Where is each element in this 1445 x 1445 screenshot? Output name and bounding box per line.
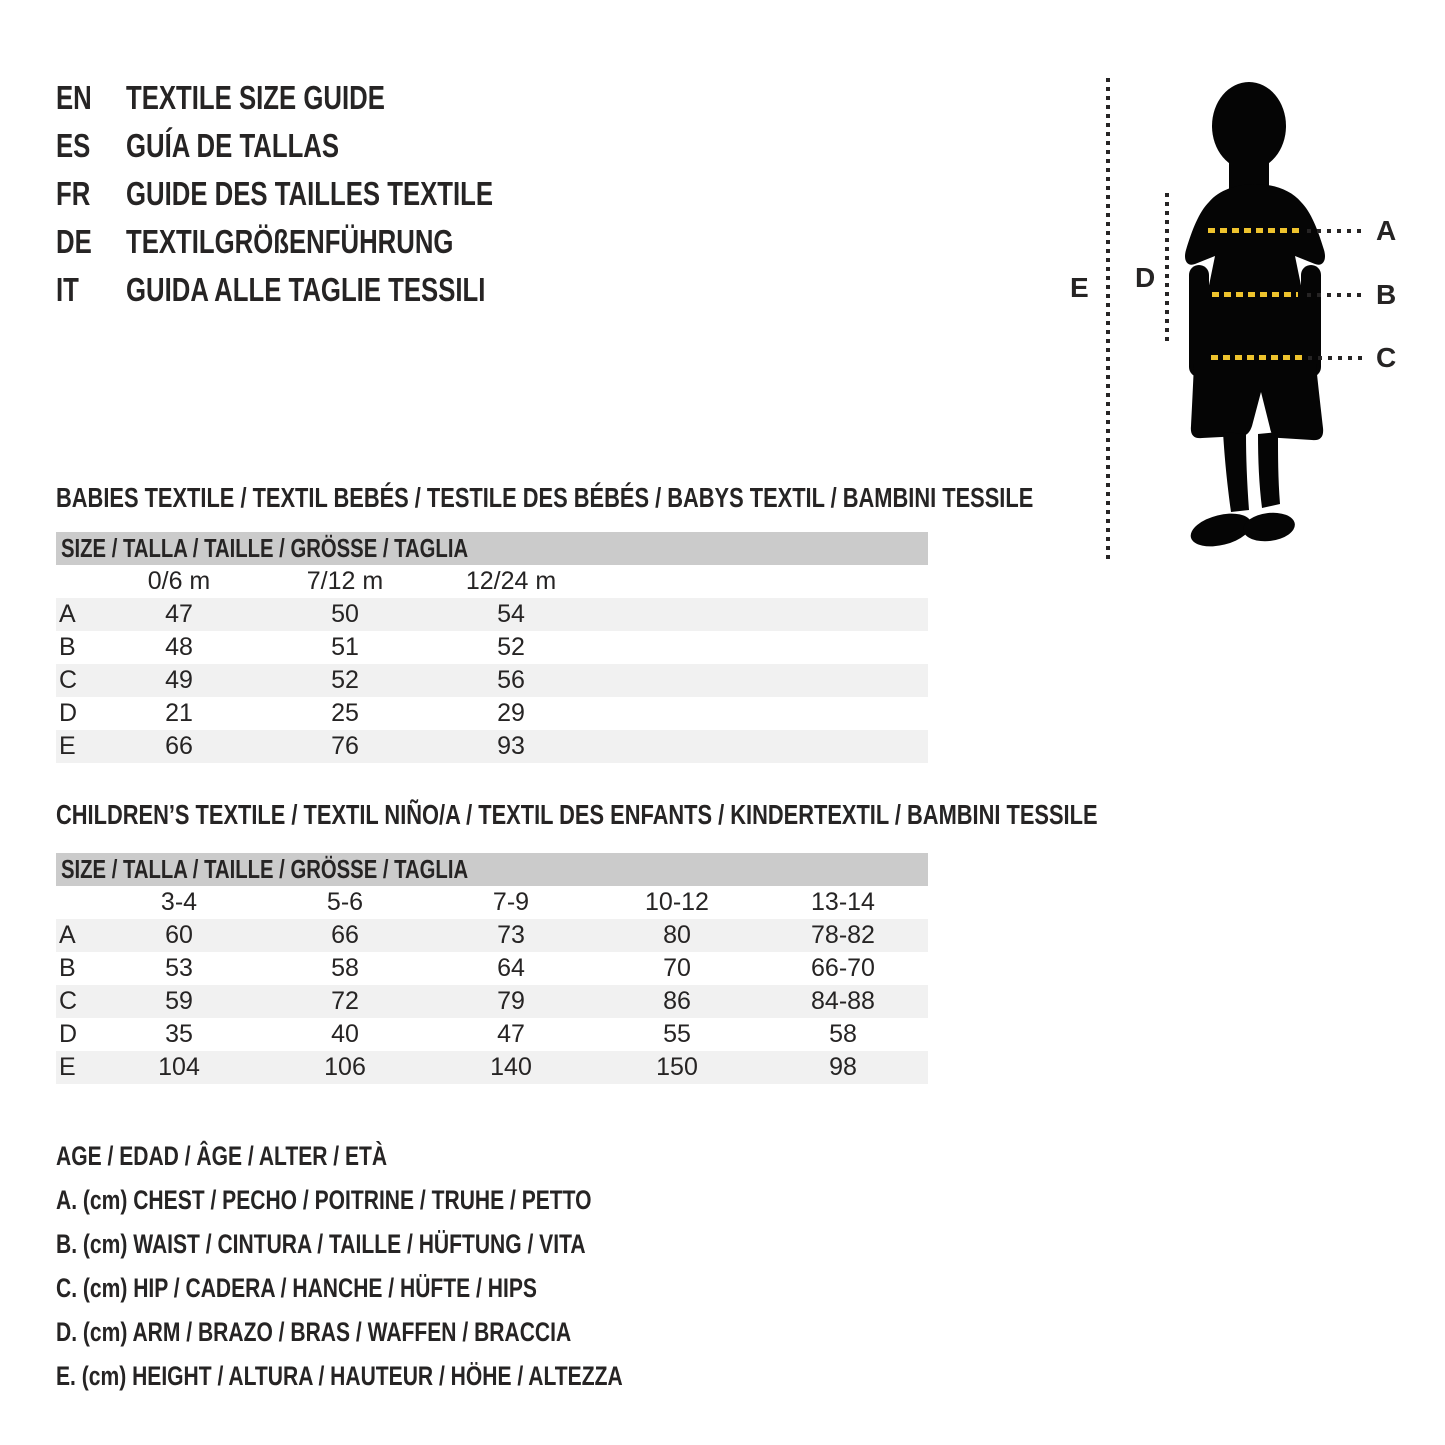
- figure-label-c: C: [1376, 342, 1397, 373]
- cell-value: 66: [165, 732, 193, 760]
- legend-height: E. (cm) HEIGHT / ALTURA / HAUTEUR / HÖHE / ALTEZZA: [56, 1360, 623, 1391]
- lang-title-it: GUIDA ALLE TAGLIE TESSILI: [126, 271, 486, 308]
- size-header-bar: [56, 532, 928, 565]
- column-header: 12/24 m: [465, 567, 557, 595]
- cell-value: 98: [829, 1053, 857, 1081]
- column-header: 10-12: [645, 888, 709, 916]
- legend-age: AGE / EDAD / ÂGE / ALTER / ETÀ: [56, 1140, 388, 1171]
- lang-code-it: IT: [56, 271, 79, 308]
- cell-value: 58: [829, 1020, 857, 1048]
- lang-title-fr: GUIDE DES TAILLES TEXTILE: [126, 175, 494, 212]
- cell-value: 49: [165, 666, 193, 694]
- legend-hip: C. (cm) HIP / CADERA / HANCHE / HÜFTE / HIPS: [56, 1272, 537, 1303]
- cell-value: 51: [331, 633, 359, 661]
- hip-dash-line-c: [1211, 355, 1305, 360]
- cell-value: 52: [497, 633, 525, 661]
- table-row: [56, 697, 928, 730]
- table-row: [56, 664, 928, 697]
- cell-value: 40: [331, 1020, 359, 1048]
- lang-code-en: EN: [56, 79, 92, 116]
- column-header: 0/6 m: [147, 567, 211, 595]
- cell-value: 150: [656, 1053, 698, 1081]
- cell-value: 50: [331, 600, 359, 628]
- column-header: 5-6: [326, 888, 364, 916]
- hip-dotted-lead-c: [1308, 356, 1366, 360]
- cell-value: 35: [165, 1020, 193, 1048]
- cell-value: 72: [331, 987, 359, 1015]
- cell-value: 66-70: [811, 954, 875, 982]
- children-size-table: [56, 853, 928, 1084]
- row-label: D: [59, 699, 78, 727]
- waist-dotted-lead-b: [1307, 293, 1365, 297]
- row-label: B: [59, 633, 76, 661]
- cell-value: 80: [663, 921, 691, 949]
- cell-value: 76: [331, 732, 359, 760]
- children-column-header-row: [56, 886, 928, 919]
- lang-code-fr: FR: [56, 175, 91, 212]
- lang-row-en: [56, 74, 597, 122]
- babies-column-header-row: [56, 565, 928, 598]
- cell-value: 60: [165, 921, 193, 949]
- cell-value: 52: [331, 666, 359, 694]
- cell-value: 55: [663, 1020, 691, 1048]
- table-row: [56, 1051, 928, 1084]
- cell-value: 29: [497, 699, 525, 727]
- lang-row-es: [56, 122, 597, 170]
- row-label: A: [59, 600, 76, 628]
- table-row: [56, 1018, 928, 1051]
- cell-value: 25: [331, 699, 359, 727]
- table-row: [56, 730, 928, 763]
- language-title-block: [56, 74, 597, 314]
- cell-value: 70: [663, 954, 691, 982]
- size-header-label: SIZE / TALLA / TAILLE / GRÖSSE / TAGLIA: [61, 854, 469, 884]
- cell-value: 106: [324, 1053, 366, 1081]
- cell-value: 58: [331, 954, 359, 982]
- lang-title-en: TEXTILE SIZE GUIDE: [126, 79, 385, 116]
- measurement-figure: [1060, 60, 1445, 605]
- cell-value: 47: [497, 1020, 525, 1048]
- cell-value: 66: [331, 921, 359, 949]
- lang-row-it: [56, 266, 597, 314]
- cell-value: 21: [165, 699, 193, 727]
- cell-value: 104: [158, 1053, 200, 1081]
- children-section-title: CHILDREN’S TEXTILE / TEXTIL NIÑO/A / TEXTIL DES ENFANTS / KINDERTEXTIL / BAMBINI TESSILE: [56, 799, 1098, 830]
- lang-title-es: GUÍA DE TALLAS: [126, 127, 340, 164]
- column-header: 3-4: [160, 888, 198, 916]
- cell-value: 47: [165, 600, 193, 628]
- lang-code-de: DE: [56, 223, 92, 260]
- cell-value: 64: [497, 954, 525, 982]
- measurement-legend: [56, 1134, 782, 1398]
- row-label: B: [59, 954, 76, 982]
- figure-label-e: E: [1070, 272, 1089, 303]
- cell-value: 140: [490, 1053, 532, 1081]
- row-label: E: [59, 1053, 76, 1081]
- column-header: 7/12 m: [306, 567, 384, 595]
- cell-value: 48: [165, 633, 193, 661]
- arm-measure-line-d: [1165, 193, 1169, 345]
- cell-value: 84-88: [811, 987, 875, 1015]
- row-label: C: [59, 987, 78, 1015]
- figure-label-a: A: [1376, 215, 1397, 246]
- row-label: D: [59, 1020, 78, 1048]
- waist-dash-line-b: [1212, 292, 1298, 297]
- cell-value: 93: [497, 732, 525, 760]
- cell-value: 56: [497, 666, 525, 694]
- table-row: [56, 952, 928, 985]
- cell-value: 86: [663, 987, 691, 1015]
- lang-row-de: [56, 218, 597, 266]
- cell-value: 54: [497, 600, 525, 628]
- table-row: [56, 919, 928, 952]
- chest-dotted-lead-a: [1307, 229, 1365, 233]
- lang-row-fr: [56, 170, 597, 218]
- row-label: A: [59, 921, 76, 949]
- size-header-label: SIZE / TALLA / TAILLE / GRÖSSE / TAGLIA: [61, 533, 469, 563]
- figure-label-d: D: [1135, 262, 1156, 293]
- row-label: C: [59, 666, 78, 694]
- legend-arm: D. (cm) ARM / BRAZO / BRAS / WAFFEN / BRACCIA: [56, 1316, 572, 1347]
- table-row: [56, 985, 928, 1018]
- cell-value: 53: [165, 954, 193, 982]
- cell-value: 59: [165, 987, 193, 1015]
- table-row: [56, 598, 928, 631]
- chest-dash-line-a: [1208, 228, 1304, 233]
- figure-label-b: B: [1376, 279, 1397, 310]
- cell-value: 78-82: [811, 921, 875, 949]
- column-header: 13-14: [811, 888, 875, 916]
- legend-chest: A. (cm) CHEST / PECHO / POITRINE / TRUHE / PETTO: [56, 1184, 592, 1215]
- babies-section-title: BABIES TEXTILE / TEXTIL BEBÉS / TESTILE DES BÉBÉS / BABYS TEXTIL / BAMBINI TESSILE: [56, 482, 1034, 513]
- lang-code-es: ES: [56, 127, 91, 164]
- cell-value: 73: [497, 921, 525, 949]
- legend-waist: B. (cm) WAIST / CINTURA / TAILLE / HÜFTUNG / VITA: [56, 1228, 586, 1259]
- cell-value: 79: [497, 987, 525, 1015]
- column-header: 7-9: [492, 888, 530, 916]
- size-header-bar: [56, 853, 928, 886]
- row-label: E: [59, 732, 76, 760]
- lang-title-de: TEXTILGRÖßENFÜHRUNG: [126, 223, 454, 260]
- babies-size-table: [56, 532, 928, 763]
- table-row: [56, 631, 928, 664]
